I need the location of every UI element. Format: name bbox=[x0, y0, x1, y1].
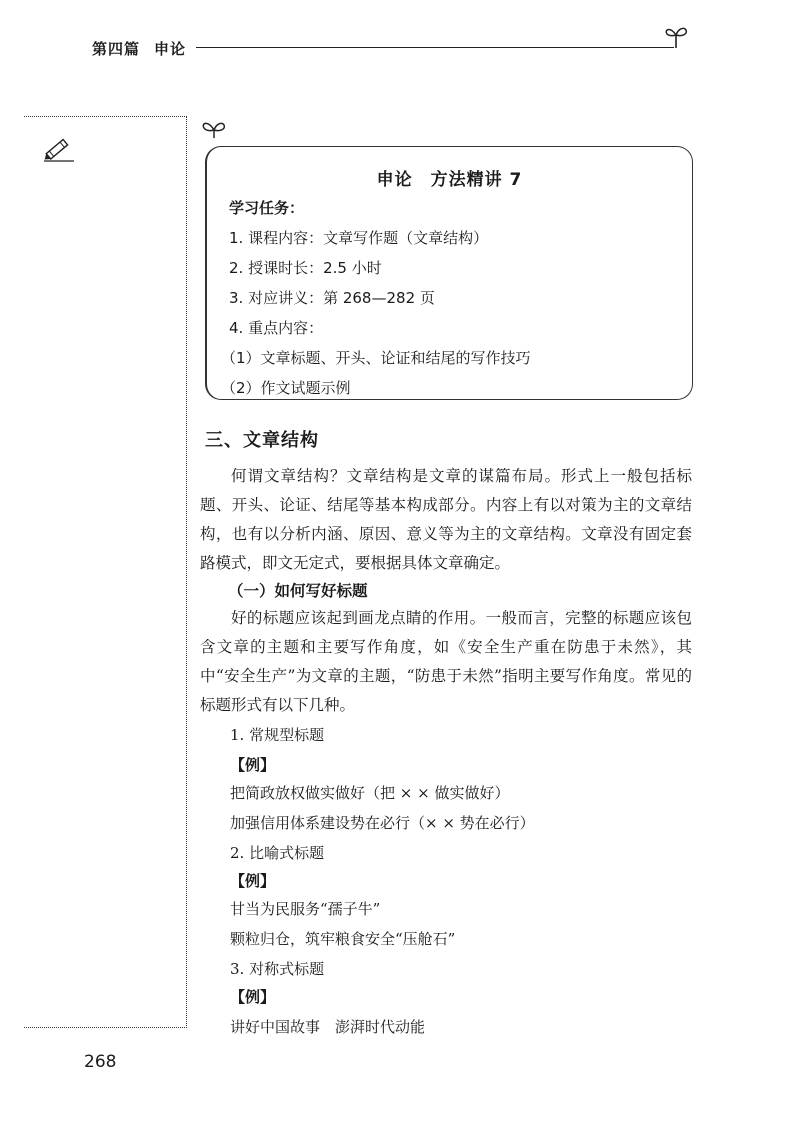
study-task-box bbox=[205, 146, 693, 400]
example-label: 【例】 bbox=[230, 872, 276, 890]
paragraph-text: 好的标题应该起到画龙点睛的作用。一般而言，完整的标题应该包含文章的主题和主要写作角度，如《安全生产重在防患于未然》，其中“安全生产”为文章的主题，“防患于未然”指明主要写作角度。常见的标题形式有以下几种。 bbox=[200, 609, 692, 714]
example-label: 【例】 bbox=[230, 756, 276, 774]
paragraph-text: 何谓文章结构？文章结构是文章的谋篇布局。形式上一般包括标题、开头、论证、结尾等基本构成部分。内容上有以对策为主的文章结构，也有以分析内涵、原因、意义等为主的文章结构。文章没有固定套路模式，即文无定式，要根据具体文章确定。 bbox=[200, 467, 692, 572]
paragraph-title bbox=[200, 604, 692, 720]
section-heading: 三、文章结构 bbox=[205, 430, 319, 451]
task-item: 4. 重点内容： bbox=[229, 319, 324, 337]
header-subject: 申论 bbox=[154, 40, 187, 58]
subsection-heading: （一）如何写好标题 bbox=[228, 582, 368, 600]
list-heading: 2. 比喻式标题 bbox=[230, 844, 325, 862]
task-label: 学习任务： bbox=[229, 199, 305, 217]
paragraph-structure bbox=[200, 462, 692, 578]
example-text: 加强信用体系建设势在必行（× × 势在必行） bbox=[230, 814, 535, 832]
example-text: 甘当为民服务“孺子牛” bbox=[230, 900, 381, 918]
example-text: 把简政放权做实做好（把 × × 做实做好） bbox=[230, 784, 510, 802]
task-subitem: （1）文章标题、开头、论证和结尾的写作技巧 bbox=[221, 349, 531, 367]
list-heading: 1. 常规型标题 bbox=[230, 726, 325, 744]
example-label: 【例】 bbox=[230, 988, 276, 1006]
notes-margin bbox=[24, 116, 187, 1028]
example-text: 讲好中国故事 澎湃时代动能 bbox=[230, 1018, 426, 1036]
box-title bbox=[207, 165, 692, 190]
example-text: 颗粒归仓，筑牢粮食安全“压舱石” bbox=[230, 930, 456, 948]
box-title-sub: 方法精讲 7 bbox=[430, 170, 523, 190]
box-title-main: 申论 bbox=[376, 170, 413, 190]
task-item: 3. 对应讲义：第 268—282 页 bbox=[229, 289, 435, 307]
sprout-icon bbox=[662, 22, 690, 50]
pencil-icon bbox=[40, 134, 76, 164]
task-item: 2. 授课时长：2.5 小时 bbox=[229, 259, 382, 277]
task-item: 1. 课程内容：文章写作题（文章结构） bbox=[229, 229, 489, 247]
page-number: 268 bbox=[84, 1052, 117, 1072]
header-rule bbox=[196, 47, 674, 48]
running-header bbox=[92, 38, 186, 59]
list-heading: 3. 对称式标题 bbox=[230, 960, 325, 978]
sprout-icon bbox=[200, 116, 228, 140]
task-subitem: （2）作文试题示例 bbox=[221, 379, 351, 397]
task-list bbox=[221, 223, 531, 403]
header-part: 第四篇 bbox=[92, 40, 141, 58]
